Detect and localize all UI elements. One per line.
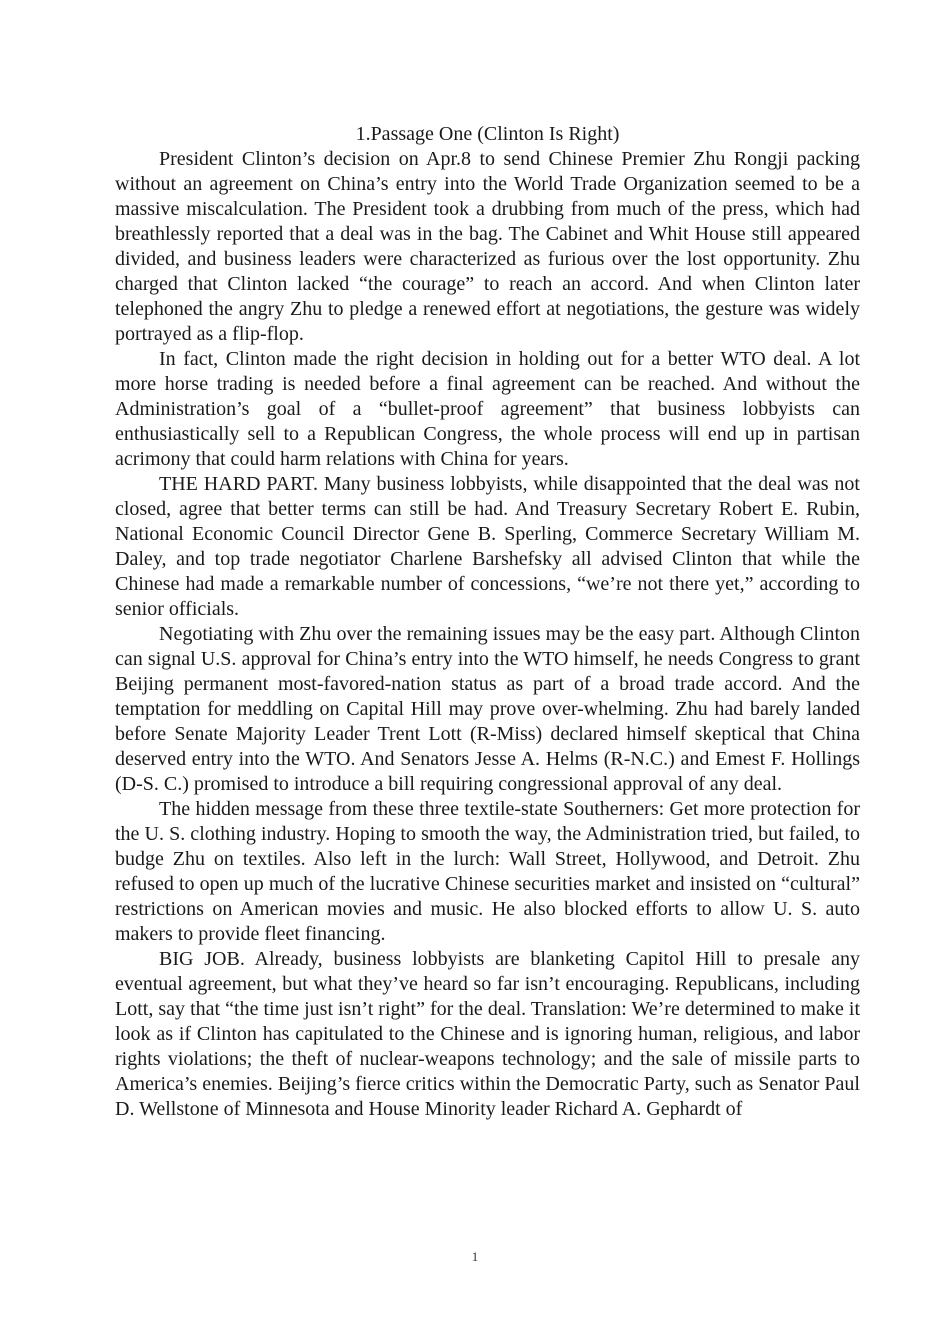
paragraph-6: BIG JOB. Already, business lobbyists are blanketing Capitol Hill to presale any eventual agreement, but what they’ve heard so far isn’t encouraging. Republicans, including Lott, say that “the time just isn’t right” for the deal. Translation: We’re determined to make it look as if Clinton has capitulated to the Chinese and is ignoring human, religious, and labor rights violations; the theft of nuclear-weapons technology; and the sale of missile parts to America’s enemies. Beijing’s fierce critics within the Democratic Party, such as Senator Paul D. Wellstone of Minnesota and House Minority leader Richard A. Gephardt of: [115, 948, 860, 1120]
document-page: [115, 122, 860, 1122]
page-number: 1: [471, 1249, 479, 1264]
paragraph-3: THE HARD PART. Many business lobbyists, while disappointed that the deal was not closed, agree that better terms can still be had. And Treasury Secretary Robert E. Rubin, National Economic Council Director Gene B. Sperling, Commerce Secretary William M. Daley, and top trade negotiator Charlene Barshefsky all advised Clinton that while the Chinese had made a remarkable number of concessions, “we’re not there yet,” according to senior officials.: [115, 473, 860, 620]
paragraph-1: President Clinton’s decision on Apr.8 to send Chinese Premier Zhu Rongji packing without an agreement on China’s entry into the World Trade Organization seemed to be a massive miscalculation. The President took a drubbing from much of the press, which had breathlessly reported that a deal was in the bag. The Cabinet and Whit House still appeared divided, and business leaders were characterized as furious over the lost opportunity. Zhu charged that Clinton lacked “the courage” to reach an accord. And when Clinton later telephoned the angry Zhu to pledge a renewed effort at negotiations, the gesture was widely portrayed as a flip-flop.: [115, 148, 860, 345]
passage-title: 1.Passage One (Clinton Is Right): [355, 123, 620, 145]
paragraph-5: The hidden message from these three textile-state Southerners: Get more protection for the U. S. clothing industry. Hoping to smooth the way, the Administration tried, but failed, to budge Zhu on textiles. Also left in the lurch: Wall Street, Hollywood, and Detroit. Zhu refused to open up much of the lucrative Chinese securities market and insisted on “cultural” restrictions on American movies and music. He also blocked efforts to allow U. S. auto makers to provide fleet financing.: [115, 798, 860, 945]
paragraph-2: In fact, Clinton made the right decision in holding out for a better WTO deal. A lot more horse trading is needed before a final agreement can be reached. And without the Administration’s goal of a “bullet-proof agreement” that business lobbyists can enthusiastically sell to a Republican Congress, the whole process will end up in partisan acrimony that could harm relations with China for years.: [115, 348, 860, 470]
paragraph-4: Negotiating with Zhu over the remaining issues may be the easy part. Although Clinton can signal U.S. approval for China’s entry into the WTO himself, he needs Congress to grant Beijing permanent most-favored-nation status as part of a broad trade accord. And the temptation for meddling on Capital Hill may prove over-whelming. Zhu had barely landed before Senate Majority Leader Trent Lott (R-Miss) declared himself skeptical that China deserved entry into the WTO. And Senators Jesse A. Helms (R-N.C.) and Emest F. Hollings (D-S. C.) promised to introduce a bill requiring congressional approval of any deal.: [115, 623, 860, 795]
